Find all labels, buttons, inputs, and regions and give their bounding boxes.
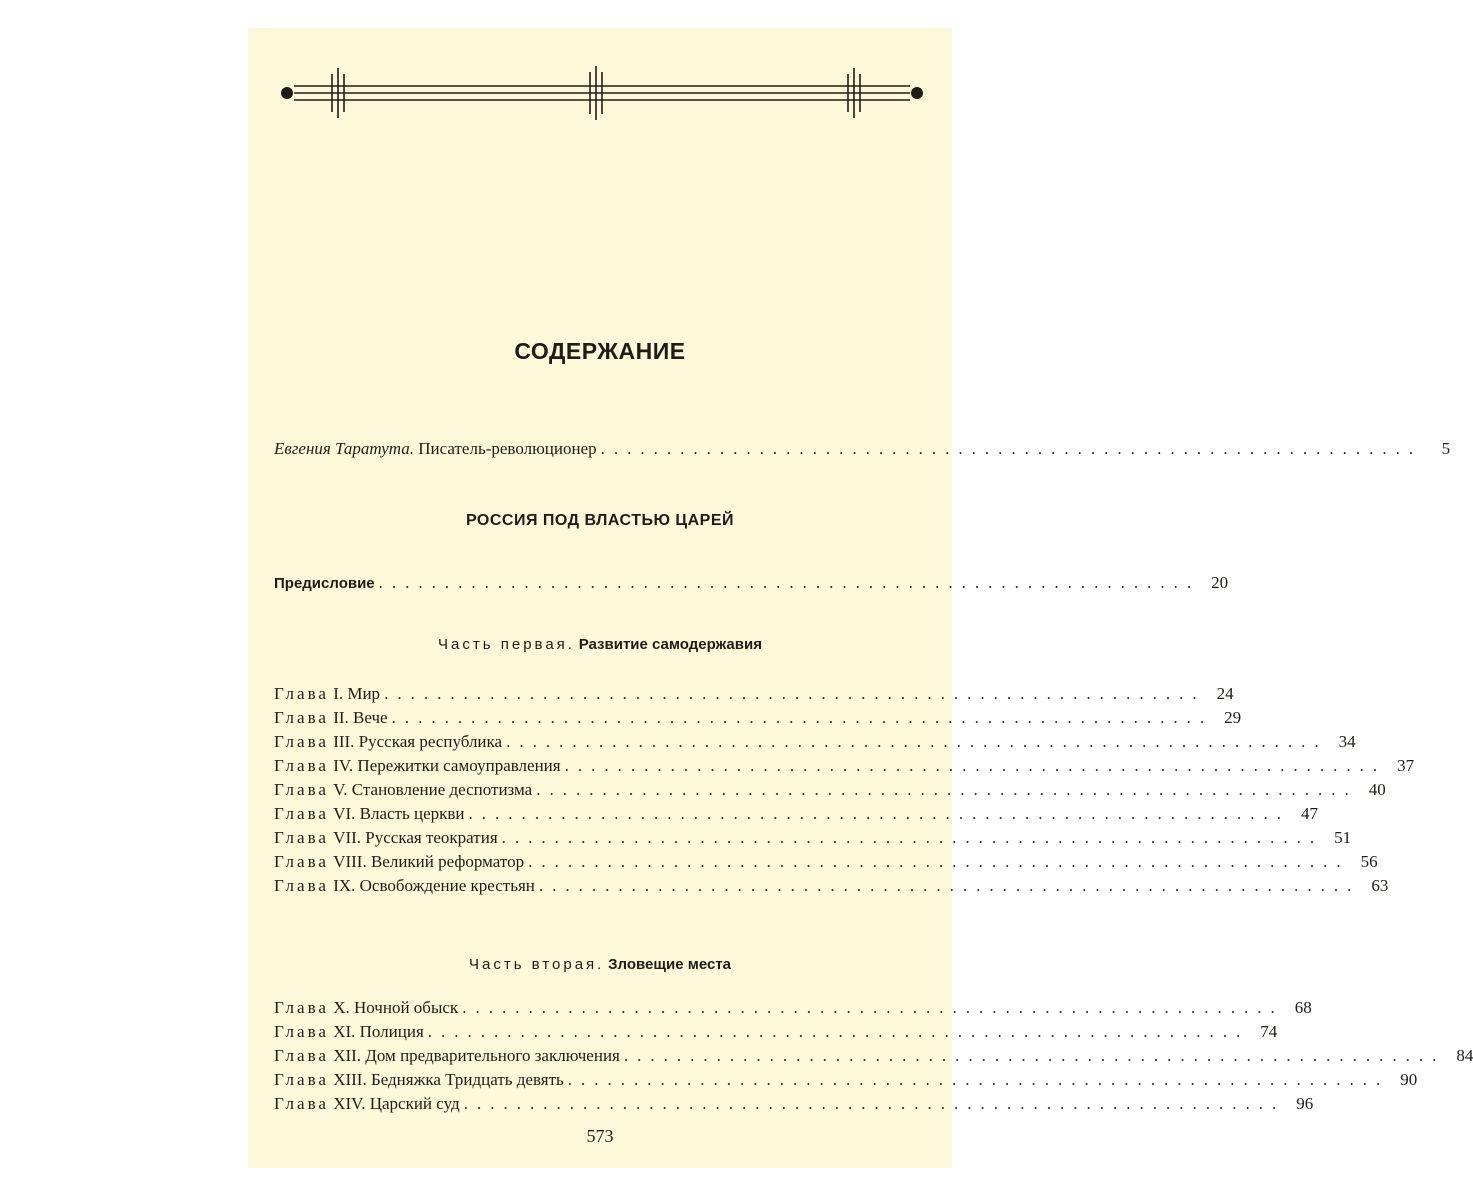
dot-leader: .............................................................. xyxy=(538,876,1361,895)
chapter-page: 34 xyxy=(1338,732,1356,751)
intro-title: Писатель-революционер xyxy=(418,439,597,458)
toc-chapter-entry[interactable] xyxy=(274,1021,1278,1043)
toc-chapter-entry[interactable] xyxy=(274,997,1312,1019)
dot-leader: .............................................................. xyxy=(378,573,1201,592)
chapter-title: XII. Дом предварительного заключения xyxy=(333,1046,620,1065)
dot-leader: .............................................................. xyxy=(427,1022,1250,1041)
part-two-name: Зловещие места xyxy=(608,956,732,973)
toc-chapter-entry[interactable] xyxy=(274,827,1352,849)
page-number: 573 xyxy=(586,1126,614,1146)
part-one-heading xyxy=(248,636,952,654)
chapter-word: Глава xyxy=(274,876,329,895)
chapter-title: VII. Русская теократия xyxy=(333,828,498,847)
dot-leader: .............................................................. xyxy=(468,804,1290,823)
chapter-word: Глава xyxy=(274,804,329,823)
dot-leader: .............................................................. xyxy=(528,852,1350,871)
toc-chapter-entry[interactable] xyxy=(274,851,1378,873)
chapter-page: 96 xyxy=(1296,1094,1314,1113)
chapter-word: Глава xyxy=(274,756,329,775)
chapter-page: 47 xyxy=(1301,804,1318,823)
chapter-page: 56 xyxy=(1360,852,1378,871)
preface-page: 20 xyxy=(1211,573,1229,592)
chapter-word: Глава xyxy=(274,828,329,847)
chapter-title: XIII. Бедняжка Тридцать девять xyxy=(333,1070,564,1089)
chapter-word: Глава xyxy=(274,684,329,703)
chapter-word: Глава xyxy=(274,780,329,799)
ornament-divider xyxy=(272,46,932,130)
toc-chapter-entry[interactable] xyxy=(274,803,1318,825)
dot-leader: .............................................................. xyxy=(501,828,1324,847)
intro-author: Евгения Таратута. xyxy=(274,439,415,458)
dot-leader: .............................................................. xyxy=(462,998,1284,1017)
chapter-page: 37 xyxy=(1397,756,1415,775)
toc-chapter-entry[interactable] xyxy=(274,875,1389,897)
preface-title: Предисловие xyxy=(274,575,375,592)
chapter-word: Глава xyxy=(274,852,329,871)
toc-chapter-entry[interactable] xyxy=(274,1069,1418,1091)
toc-entry-preface[interactable] xyxy=(274,572,1229,595)
toc-chapter-entry[interactable] xyxy=(274,731,1356,753)
toc-chapter-entry[interactable] xyxy=(274,779,1386,801)
toc-chapter-entry[interactable] xyxy=(274,755,1415,777)
chapter-title: XIV. Царский суд xyxy=(333,1094,460,1113)
book-page xyxy=(248,28,1473,1168)
dot-leader: .............................................................. xyxy=(536,780,1358,799)
section-title: РОССИЯ ПОД ВЛАСТЬЮ ЦАРЕЙ xyxy=(465,512,735,529)
part-two-heading xyxy=(248,956,952,974)
dot-leader: .............................................................. xyxy=(623,1046,1446,1065)
toc-entry-intro[interactable] xyxy=(274,438,1451,460)
part-one-prefix: Часть первая. xyxy=(438,636,575,653)
intro-page: 5 xyxy=(1441,439,1451,458)
part-one-name: Развитие самодержавия xyxy=(578,636,762,653)
dot-leader: .............................................................. xyxy=(564,756,1387,775)
chapter-page: 51 xyxy=(1334,828,1352,847)
chapter-page: 74 xyxy=(1260,1022,1278,1041)
toc-chapter-entry[interactable] xyxy=(274,1093,1314,1115)
toc-chapter-entry[interactable] xyxy=(274,707,1242,729)
chapter-title: XI. Полиция xyxy=(333,1022,424,1041)
dot-leader: .............................................................. xyxy=(391,708,1214,727)
chapter-word: Глава xyxy=(274,1094,329,1113)
chapter-title: V. Становление деспотизма xyxy=(333,780,533,799)
dot-leader: .............................................................. xyxy=(506,732,1328,751)
chapter-word: Глава xyxy=(274,1070,329,1089)
dot-leader: .............................................................. xyxy=(600,439,1423,458)
toc-chapter-entry[interactable] xyxy=(274,683,1234,705)
chapter-title: I. Мир xyxy=(333,684,381,703)
chapter-page: 84 xyxy=(1456,1046,1473,1065)
chapter-page: 40 xyxy=(1368,780,1386,799)
chapter-page: 29 xyxy=(1224,708,1242,727)
chapter-page: 63 xyxy=(1371,876,1389,895)
chapter-title: II. Вече xyxy=(333,708,388,727)
chapter-title: VI. Власть церкви xyxy=(333,804,465,823)
toc-chapter-entry[interactable] xyxy=(274,1045,1473,1067)
dot-leader: .............................................................. xyxy=(567,1070,1390,1089)
chapter-title: VIII. Великий реформатор xyxy=(333,852,525,871)
chapter-title: IV. Пережитки самоуправления xyxy=(333,756,561,775)
chapter-word: Глава xyxy=(274,1022,329,1041)
part-two-prefix: Часть вторая. xyxy=(468,956,605,973)
chapter-page: 24 xyxy=(1216,684,1234,703)
chapter-page: 90 xyxy=(1400,1070,1418,1089)
chapter-page: 68 xyxy=(1294,998,1312,1017)
chapter-word: Глава xyxy=(274,998,329,1017)
chapter-title: IX. Освобождение крестьян xyxy=(333,876,535,895)
chapter-title: III. Русская республика xyxy=(333,732,503,751)
chapter-word: Глава xyxy=(274,708,329,727)
dot-leader: .............................................................. xyxy=(463,1094,1286,1113)
chapter-word: Глава xyxy=(274,1046,329,1065)
chapter-word: Глава xyxy=(274,732,329,751)
dot-leader: .............................................................. xyxy=(384,684,1206,703)
chapter-title: X. Ночной обыск xyxy=(333,998,459,1017)
toc-title: СОДЕРЖАНИЕ xyxy=(514,338,686,364)
